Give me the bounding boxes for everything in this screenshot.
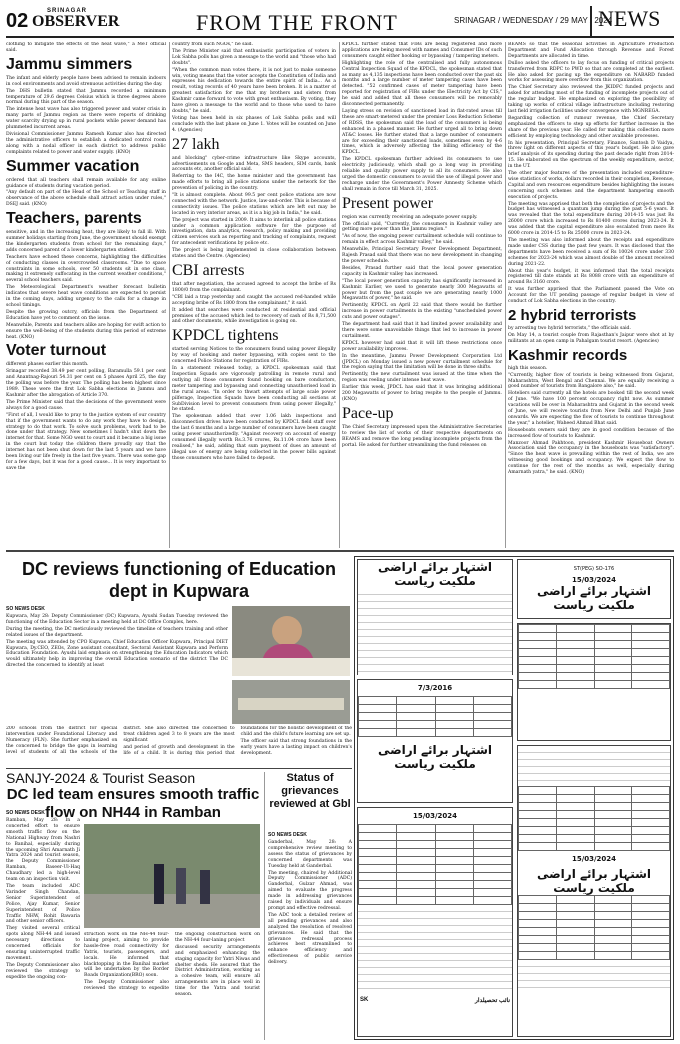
paragraph: The Prime Minister said that enthusiastic participation of voters in Lok Sabha polls has given a message to the world and "those who had doubts". xyxy=(172,48,336,66)
paragraph: Regarding collection of rumour revenue, the Chief Secretary emphasized the officers to step up efforts for further increase in the share of the previous year. He called for making this collection more efficient by employing technology and other available processes. xyxy=(508,115,674,139)
ramban-story xyxy=(6,808,80,1040)
paragraph: The infant and elderly people have been advised to remain indoors in cool environments and avoid strenuous activities during the day. xyxy=(6,75,166,87)
headline-teachers: Teachers, parents xyxy=(6,210,142,228)
paragraph: The Meteorological Department's weather forecast bulletin indicates that severe heat wave conditions are expected to persist in the coming days, adding urgency to the calls for a change in school timings. xyxy=(6,285,166,308)
paragraph: that after negotiation, the accused agreed to accept the bribe of Rs 1800/0 from the complainant. xyxy=(172,282,336,293)
section-badge: NEWS xyxy=(590,6,674,36)
paragraph: "CBI laid a trap yesterday and caught the accused red-handed while accepting bribe of Rs 1800 from the complainant," it said. xyxy=(172,294,336,306)
masthead-top: SRINAGAR xyxy=(46,8,87,14)
paragraph: They visited several critical spots along NH-44 and issued necessary directions to concerned officials for ensuring uninterrupted traffic movement. xyxy=(6,926,80,961)
headline-kupwara: DC reviews functioning of Education dept in Kupwara xyxy=(21,559,336,601)
paragraph: Ramban, May 28: In a concerted effort to ensure smooth traffic flow on the National Highway from Nashri to Banihal, especially during the upcoming Shri Amarnath Ji Yatra 2024 and tourist season, the Deputy Commissioner Ramban, Baseer-Ul-Haq Chaudhary led a high-level team on an inspection visit. xyxy=(6,818,80,883)
grievances-story xyxy=(268,830,352,1040)
paragraph: The project is being implemented in close collaboration between states and the Centre. (Agencies) xyxy=(172,248,336,260)
headline-ramban: DC led team ensures smooth traffic flow on NH44 in Ramban xyxy=(6,786,260,821)
paragraph: "It is almost complete. About 99.5 per cent police stations are now connected with the network. Justice, law-and-order. This is because of connectivity issues. The police stations which are left out may be located in very interior areas, as it is a big job in India," he said. xyxy=(172,193,336,216)
headline-summer: Summer vacation xyxy=(6,157,140,175)
paragraph: The Deputy Commissioner also reviewed the strategy to expedite the ongoing con- xyxy=(6,962,80,980)
paragraph: Voting has been held in six phases of Lok Sabha polls and will conclude with the last phase on June 1. Votes will be counted on June 4. (Agencies) xyxy=(172,115,336,133)
kicker: SANJY-2024 & Tourist Season xyxy=(6,770,196,786)
notice-title: اشتہار برائے اراضی ملکیت ریاست xyxy=(377,743,493,771)
paragraph: The team included ADC Varinder Singh Chandan, Senior Superintendent of Police, Ajay Kumar, Senior Superintendent of Police Traffic NHW, Rohit Bawaria and other senior officers. xyxy=(6,883,80,925)
column-rule xyxy=(264,772,265,1040)
paragraph: "First of all, I would like to pray to the justice system of our country that if the government wants to do any work they have to design, strategy to do that work. To solve such problems, work had to be done under that strategy. New sometimes I hadn't shut down the internet for that. Some NGO went to court and it became a big issue in the court but today the children there proudly say that the internet has not been shut down for the last 5 years and we have been living our life freely in the last five years. There was some gap for a few days, but it was for a good cause... It is very important to save the xyxy=(6,412,166,471)
paragraph: Besides, Prasad further said that the local power generation capacity in Kashmir valley has increased. xyxy=(342,265,502,277)
paragraph: The Prime Minister said that the decisions of the government were always for a good cause. xyxy=(6,399,166,411)
paragraph: Ganderbal, May 28: A comprehensive review meeting to assess the status of grievances by concerned departments was Tuesday held at Ganderbal. xyxy=(268,840,352,869)
notice-date: 15/03/2024 xyxy=(571,855,617,863)
paragraph: high this season. xyxy=(508,365,548,371)
column-rule xyxy=(339,42,340,548)
masthead xyxy=(32,8,120,30)
notice xyxy=(357,807,513,1037)
page-header xyxy=(6,4,674,38)
paragraph: In the meantime, Jammu Power Development Corporation Ltd (JPDCL) on Monday issued a new power curtailment schedule for the region saying that the limitation will be done in three shifts. xyxy=(342,353,502,371)
paragraph: The DHS bulletin stated that Jammu recorded a minimum temperature of 29.6 degrees Celsius which is three degrees above normal during this part of the season. xyxy=(6,88,166,106)
page-number: 02 xyxy=(6,10,29,32)
paragraph: In his presentation, Principal Secretary, Finance, Santosh D Vaidya, threw light on different aspects of this year's budget. He also gave brief analysis of its spending during the past decade right from 2014-15. He elaborated on the spectrum of the weekly expenditure, sector, in the UT. xyxy=(508,140,674,170)
paragraph: The officer said that strong foundations in the early years have a lasting impact on children's development. xyxy=(240,738,352,756)
meeting-photo xyxy=(232,680,350,724)
paragraph: The meeting, chaired by Additional Deputy Commissioner (ADC) Ganderbal, Gulzar Ahmad, was aimed to evaluate the progress made in addressing grievances raised by individuals and ensure prompt and effective redressal. xyxy=(268,870,352,911)
paragraph: KPDCL however had said that it will lift these restrictions once power availability improves. xyxy=(342,340,502,352)
notice-code: SK xyxy=(360,997,369,1003)
paragraph: sensitive, and in the increasing heat, they are likely to fall ill. With summer holidays starting from June, the government should exempt the kindergarten students from school for the remaining days," adds concerned parent of a lower kindergarten student. xyxy=(6,230,166,253)
ramban-story-cont xyxy=(84,932,260,1040)
paragraph: Meanwhile, Principal Secretary Power Development Department, Rajesh Prasad said that there was no new development in changing the power schedule. xyxy=(342,247,502,264)
column-3 xyxy=(342,42,502,542)
paragraph: "When the common man votes there, it is not just to make someone win, voting means that the voter accepts the Constitution of India and expresses his dedication towards the entire spirit of India... As a result, voting records of 40 years have been broken. It is a matter of greatest satisfaction for me that my brothers and sisters from Kashmir came forward to vote with great enthusiasm. By voting, they have given a message to the world and to those who used to have doubts," he said. xyxy=(172,67,336,114)
byline: SO NEWS DESK xyxy=(268,832,307,838)
paragraph: different phases earlier this month. xyxy=(6,362,89,368)
headline-grievances: Status of grievances reviewed at Gbl xyxy=(269,772,351,810)
paragraph: In a statement released today, a KPDCL spokesman said that Inspection Squads are vigorously patrolling in remote rural and outlying all those consumers found hooking on bare conductors, meter tampering and bypassing and connecting unauthorised load in the rural areas. "In order to thwart attempts of large scale power pilferage, Inspection Squads have been conducting all sections at SubDivision level to prevent consumers from using power illegally," he stated. xyxy=(172,366,336,413)
paragraph: Hoteliers said currently all the hotels are booked till the second week of June. "We have 100 percent occupancy right now. As summer vacations will be over in Maharashtra and Gujarat in the second week of June, we will receive tourists from New Delhi and Punjab June onwards. We are expecting the flow of tourists to continue throughout the year," a hotelier, Waheed Ahmad Bhat said. xyxy=(508,391,674,426)
headline-kpdcl: KPDCL tightens xyxy=(172,327,279,345)
paragraph: The official said, "Currently, the consumers in Kashmir valley are getting more power than the Jammu region." xyxy=(342,221,502,233)
paragraph: Dulloo asked the officers to lay focus on funding of critical projects transferred from RDPC to PWD so that are completed at the earliest. He also asked for pacing up the expenditure on NABARD funded works for assessing more overflow from this organization. xyxy=(508,60,674,84)
paragraph: ordered that all teachers shall remain available for any online guidance of students during vacation period. xyxy=(6,177,166,189)
paragraph: The Chief Secretary also reviewed the JKIDFC funded projects and asked for attending most of the funding of incomplete projects out of the regular budget. He emphasized on exploring the possibility of taking up works of critical village infrastructure including restoring last field irrigation facilities under convergence with MGNREGA. xyxy=(508,85,674,114)
paragraph: "As of now, the ongoing power curtailment schedule will continue to remain in effect across Kashmir valley," he said. xyxy=(342,234,502,246)
paragraph: region was currently receiving an adequate power supply. xyxy=(342,214,478,220)
paragraph: About this year's budget, it was informed that the total receipts registered till date stands at Rs 8088 crore with an expenditure of around Rs 3160 crore. xyxy=(508,268,674,286)
notice-table xyxy=(517,623,671,741)
paragraph: Laying stress on revision of sanctioned load in flat-rated areas till these are smart-metered under the premier Loss Reduction Scheme of RDSS, the spokesman said the load of the consumers is being enhanced in a phased manner. He further urged all to bring down AT&C losses. He further stated that a large number of consumers are for exceeding their sanctioned loads, sometimes even by 4-6 times, which is adversely affecting the billing efficiency of the KPDCL. xyxy=(342,108,502,156)
column-1 xyxy=(6,42,166,542)
section-divider xyxy=(6,550,674,552)
paragraph: The spokesman added that over 1.06 lakh inspections and disconnection drives have been conducted by KPDCL field staff over the last 6 months and a large number of consumers have been caught using power unauthorizedly. "Against recovery on account of energy consumed illegally worth Rs.3.76 crores, Rs.11.04 crore have been realised," he said, adding that sum payment of dues an amount of illegal use of energy are being collected in the power bills against those consumers who have failed to deposit. xyxy=(172,414,336,461)
paragraph: discussed security arrangements and emphasized enhancing the staging capacity for Yatri Niwas and shelter sheds. He assured that the District Administration, working as a cohesive team, will ensure all arrangements are in place well in time for the Yatra and tourist season. xyxy=(175,944,260,998)
paragraph: "The local power generation capacity has significantly increased in Kashmir. Earlier, we used to generate nearly 300 Megawatts of power but from the past couple we are generating nearly 1000 Megawatts of power," he said. xyxy=(342,278,502,302)
notice-title: اشتہار برائے اراضی ملکیت ریاست xyxy=(536,867,652,895)
paragraph: The project was started in 2009. It aims to interlink all police stations under a common application software for the purpose of investigation, data analytics, research, policy making and providing citizen services such as reporting and tracking of complaints, request for antecedent verifications by police etc. xyxy=(172,217,336,247)
paragraph: The Chief Secretary impressed upon the Administrative Secretaries to review the list of works of their respective departments on BEAMS and remove the long pending incomplete projects from the portal. He asked for further streamlining the fund releases on xyxy=(342,424,502,448)
paragraph: KPDCL further stated that FIRs are being registered and more applications are being moved with names and Consumer IDs of such consumers caught either hooking or bypassing / tampering meters. xyxy=(342,42,502,59)
kupwara-story xyxy=(6,604,228,724)
paragraph: Despite the growing outcry, officials from the Department of Education have yet to comment on the issue. xyxy=(6,309,166,321)
story-divider xyxy=(6,768,352,769)
paragraph: It was further apprised that the Parliament passed the Vote on Account for the UT pending passage of regular budget in view of conduct of Lok Sabha elections in the country. xyxy=(508,287,674,305)
paragraph: "Any default on part of the Head of the School or Teaching staff in observance of the above schedule shall attract action under rules," DSEJ said. (KNO) xyxy=(6,190,166,208)
paragraph: Earlier this week, JPDCL has said that it was bringing additional 200 Megawatts of power to bring respite to the people of Jammu. (KNO) xyxy=(342,385,502,402)
paragraph: The meeting was also informed about the receipts and expenditure made under CSS during the past few years. It was disclosed that the departments have been received a sum of Rs 10024 crore under 330 schemes for 2023-24 which was almost double of the amount received during 2021-22. xyxy=(508,238,674,267)
paragraph: Houseboats owners said they are in good condition because of the increased flow of tourists to Kashmir. xyxy=(508,427,674,439)
paragraph: Srinagar recorded 38.49 per cent polling, Baramulla 59.1 per cent and Anantnag-Rajouri 54.31 per cent on 5 phases April 25, the day the polling was before the year. The polling has been highest since 1989. These were the first Lok Sabha elections in Jammu and Kashmir after the abrogation of Article 370. xyxy=(6,369,166,398)
paragraph: Meanwhile, Parents and teachers alike are hoping for swift action to ensure the well-being of the students during this period of extreme heat. (KNO) xyxy=(6,322,166,340)
column-rule xyxy=(505,42,506,548)
notice-ref: ST(PEG) xyxy=(573,566,594,572)
inspection-photo xyxy=(84,824,260,928)
paragraph: The intense heat wave has also triggered power and water crisis in many parts of Jammu region as there were reports of drinking water scarcity drying up in rural pockets while power demand has plummeted incurrent areas. xyxy=(6,107,166,131)
notice-body xyxy=(358,905,512,995)
notice-ref: SO-176 xyxy=(595,566,615,572)
paragraph: BEAMS so that the seasonal activities in Agriculture Production Department and Fund Allocation through Revenue and Forest Departments are allocated in time. xyxy=(508,42,674,59)
paragraph: Divisional Commissioner Jammu Ramesh Kumar also has directed the administrative officers to establish a dedicated control room along with a nodal officer in each district to address public complaints related to power and water supply. (KNO) xyxy=(6,131,166,155)
paragraph: The other major features of the presentation included expenditure-wise statistics of works, dollars recorded in their completion, Revenue, Capital and own resources expenditure besides highlighting the issues concerning such schemes and the department hampering smooth execution of projects. xyxy=(508,171,674,200)
portrait-photo xyxy=(232,606,350,676)
paragraph: Pertinently, KPDCL on April 22 said that there would be further increase in power curtailments in the existing "unscheduled power cuts and power outages". xyxy=(342,303,502,321)
legal-notices xyxy=(354,556,674,1040)
cont-text: clothing to mitigate the effects of the heat wave," a MeT official said. xyxy=(6,42,166,53)
paragraph: Highlighting the role of the centralised and fully autonomous Central Inspection Squad of the KPDCL, the spokesman stated that as many as 4,135 inspections have been conducted over the past six months and a large number of meter tampering cases have been detected. "52 confirmed cases of meter tampering have been reported for registration of FIRs under the Electricity Act by CIS," he said and added that all these consumers will be removably disconnected permanently. xyxy=(342,60,502,108)
paragraph: started serving Notices to the consumers found using power illegally by way of hooking and meter bypassing, with copies sent to the concerned Police Stations for registration of FIRs. xyxy=(172,347,336,365)
paragraph: Pertinently, the new curtailment was issued at the time when the region was reeling under intense heat wave. xyxy=(342,372,502,384)
paragraph: by arresting two hybrid terrorists," the officials said. xyxy=(508,325,631,331)
headline-cbi: CBI arrests xyxy=(172,262,245,279)
notice-date: 15/03/2024 xyxy=(571,576,617,584)
notice xyxy=(517,745,671,1037)
headline-pace-up: Pace-up xyxy=(342,404,394,422)
headline-voter: Voter turnout xyxy=(6,342,107,360)
notice xyxy=(357,679,513,803)
paragraph: The KPDCL spokesman further advised its consumers to use electricity judiciously, which shall go a long way in providing reliable and quality power supply to all its consumers. He also urged the domestic consumers to avoid the use of illegal power and recharge under the Government's Power Amnesty Scheme which shall remain in force till March 31, 2025. xyxy=(342,157,502,192)
headline-present-power: Present power xyxy=(342,194,434,212)
headline-kashmir-records: Kashmir records xyxy=(508,346,628,364)
notice-body xyxy=(518,746,670,786)
headline-hybrid-terrorists: 2 hybrid terrorists xyxy=(508,306,637,324)
section-title: FROM THE FRONT xyxy=(196,10,398,35)
notice-signature: نائب تحصیلدار xyxy=(475,998,510,1004)
paragraph: The meeting was apprised that both the completion of projects and the budget has witnessed a quantum jump during the past 5-6 years. It was revealed that the total expenditure during 2014-15 was just Rs 26000 crore which increased to Rs 81400 crores during 2023-24. It was added that the capital expenditure also escalated from mere Rs 6000 crore in 2014-15 to Rs 25000 crore in 2023-24. xyxy=(508,201,674,237)
headline-27-lakh: 27 lakh xyxy=(172,135,220,153)
notice xyxy=(357,559,513,675)
paragraph: Kupwara, May 28: Deputy Commissioner (DC) Kupwara, Ayushi Sudan Tuesday reviewed the functioning of the Education Sector in a meeting held at DC Office Complex, here. xyxy=(6,614,228,625)
notice-title: اشتہار برائے اراضی ملکیت ریاست xyxy=(536,584,652,612)
paragraph: 200 schools from the district for special intervention under Foundational Literacy and Numeracy (FLN). She further emphasized on the concerned to bridge the gaps in learning level of students of all the schools of the district. She also directed the concerned to treat children aged 3 to 8 years are the most significant xyxy=(6,726,235,755)
paragraph: struction work on the NH-44 four-laning project, aiming to provide hassle-free road connectivity for Yatris, tourists, passengers, and locals. He informed that blacktopping in the Banihal market will be undertaken by the Border Roads Organization(BRO) soon. xyxy=(84,932,169,979)
cont-text: country from such NGOs," he said. xyxy=(172,42,254,47)
paragraph: The Deputy Commissioner also reviewed the strategy to expedite the ongoing construction work on the NH-44 four-laning project xyxy=(84,932,260,992)
column-rule xyxy=(169,42,170,548)
paragraph: The meeting was attended by CPO Kupwara, Chief Education Officer Kupwara, Principal DIET Kupwara, Dy.CEO, ZEOs, Zone assistant consultant, Sectoral Assistant Kupwara and Perform Education Foundation. Ayushi laid emphasis on strengthening the Education Indicators which would ultimately help in improving the overall Education scenario of the district The DC directed the concerned to identify at least xyxy=(6,639,228,669)
paragraph: "Currently, higher flow of tourists is being witnessed from Gujarat, Maharashtra, West Bengal and Chennai. We are equally receiving a good number of tourists from Bangalore also," he said. xyxy=(508,372,674,390)
paragraph: Teachers have echoed these concerns, highlighting the difficulties of conducting classes in overcrowded classrooms. "Due to space constraints in some schools, over 50 students sit in one class, making it extremely suffocating in the current weather conditions," several school teachers said. xyxy=(6,254,166,284)
notice-date: 7/3/2016 xyxy=(417,684,453,692)
paragraph: The ADC took a detailed review of all pending grievances and also analyzed the resolution of resolved grievances. He said that the grievance redressal process achieves best streamlined to enhance efficiency and effectiveness of public service delivery. xyxy=(268,912,352,966)
paragraph: On May 14, a tourist couple from Rajasthan's Jaipur were shot at by militants at an open camp in Pahalgam tourist resort. (Agencies) xyxy=(508,332,674,344)
notice xyxy=(517,559,671,619)
notice-date: 15/03/2024 xyxy=(412,812,458,820)
dateline: SRINAGAR / WEDNESDAY / 29 MAY / 2024 xyxy=(454,16,613,25)
paragraph: Manzoor Ahmad Pakhtoon, president Kashmir Houseboat Owners Association said the occupancy in the houseboats was "satisfactory". "Since the heat wave is prevailing within the rest of India, we are witnessing good bookings and occupancy. We expect the flow to continue for the rest of the months as well, especially during Amarnath yatra," he said. (KNO) xyxy=(508,440,674,476)
paragraph: During the meeting, the DC meticulously reviewed the timeline of teachers training and other related issues of the department. xyxy=(6,626,228,638)
kupwara-story-cont xyxy=(6,726,352,766)
paragraph: and blocking" cyber-crime infrastructure like Skype accounts, advertisements on Google and Meta, SMS headers, SIM cards, bank accounts etc, another official said. xyxy=(172,155,336,173)
headline-jammu: Jammu simmers xyxy=(6,55,133,73)
paragraph: Referring to the I4C, the home minister and the government has made efforts to bring all police stations under the network for the prevention of policing in the country. xyxy=(172,174,336,192)
paragraph: The department had said that it had limited power availability and there were some unavoidable things that led to increase in power curtailment. xyxy=(342,322,502,339)
paragraph: and period of growth and development in the life of a child. It is during this period that foundations for the holistic development of the child and the child's future learning are set up. xyxy=(123,726,352,756)
notice-body xyxy=(358,588,512,678)
column-4 xyxy=(508,42,674,542)
notice-title: اشتہار برائے اراضی ملکیت ریاست xyxy=(377,560,493,588)
byline: SO NEWS DESK xyxy=(6,810,45,816)
masthead-title: OBSERVER xyxy=(32,13,120,30)
byline: SO NEWS DESK xyxy=(6,606,45,612)
notice-body xyxy=(518,960,670,990)
paragraph: It added that searches were conducted at residential and official premises of the accused which led to recovery of cash of Rs 8,71,500 and other documents, while investigation is going on. xyxy=(172,307,336,325)
column-2 xyxy=(172,42,336,542)
